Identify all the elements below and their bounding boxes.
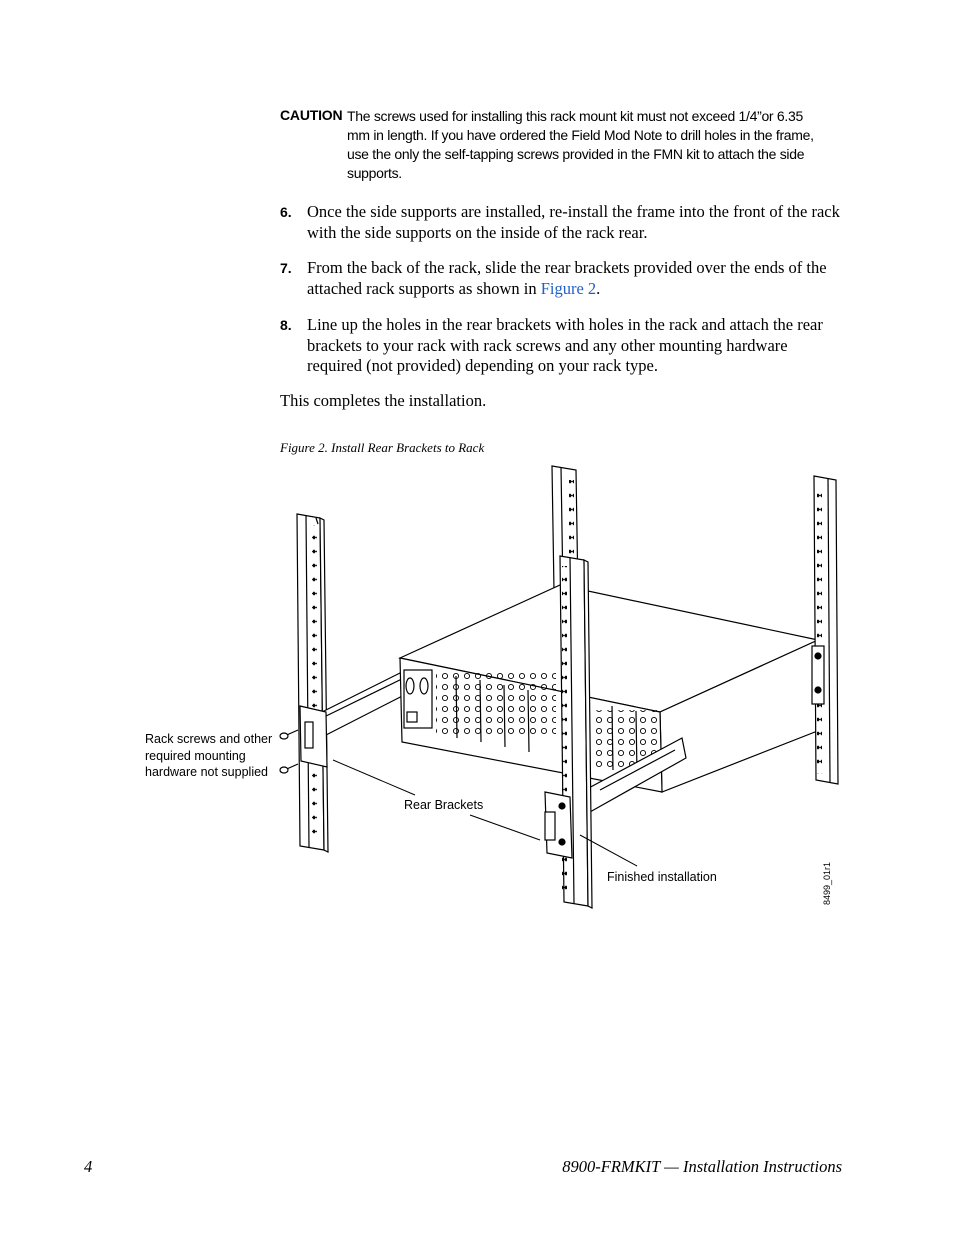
step-number: 6. [280,204,292,220]
right-rack-rail [812,476,838,784]
caution-text: The screws used for installing this rack mount kit must not exceed 1/4”or 6.35 mm in length. If you have ordered the Field Mod Note to drill holes in the frame, use the only the self-tapping screws provided in the FMN kit to attach the side supports. [347,108,814,181]
callout-rear-brackets: Rear Brackets [404,798,484,812]
step-text [307,258,845,299]
figure-caption: Figure 2. Install Rear Brackets to Rack [280,440,485,455]
step-number: 8. [280,317,292,333]
step-7 [280,258,845,299]
step-text: Once the side supports are installed, re-install the frame into the front of the rack with the side supports on the inside of the rack rear. [307,202,840,242]
figure-2-link[interactable]: Figure 2 [540,278,597,298]
step-text-before: From the back of the rack, slide the rear brackets provided over the ends of the attached rack supports as shown in [307,258,827,298]
step-text: Line up the holes in the rear brackets with holes in the rack and attach the rear brackets to your rack with rack screws and any other mounting hardware required (not provided) depending on your rack type. [307,315,823,375]
installed-rear-bracket [545,792,572,858]
rack-screw-icon [280,730,298,773]
step-6 [280,202,845,243]
footer-title: 8900-FRMKIT — Installation Instructions [562,1157,842,1176]
step-8 [280,315,845,377]
callout-screws: Rack screws and other required mounting hardware not supplied [145,732,273,779]
caution-label: CAUTION [280,107,343,123]
footer-page-number: 4 [84,1157,93,1176]
left-rack-rail [297,514,328,852]
completion-text: This completes the installation. [280,391,487,410]
rack-installation-illustration [140,460,850,910]
figure-id: 8499_01r1 [822,861,832,905]
step-text-after: . [596,278,601,298]
callout-finished-installation: Finished installation [607,870,717,884]
step-number: 7. [280,260,292,276]
frame-chassis [400,585,820,792]
left-rear-bracket [300,706,327,767]
